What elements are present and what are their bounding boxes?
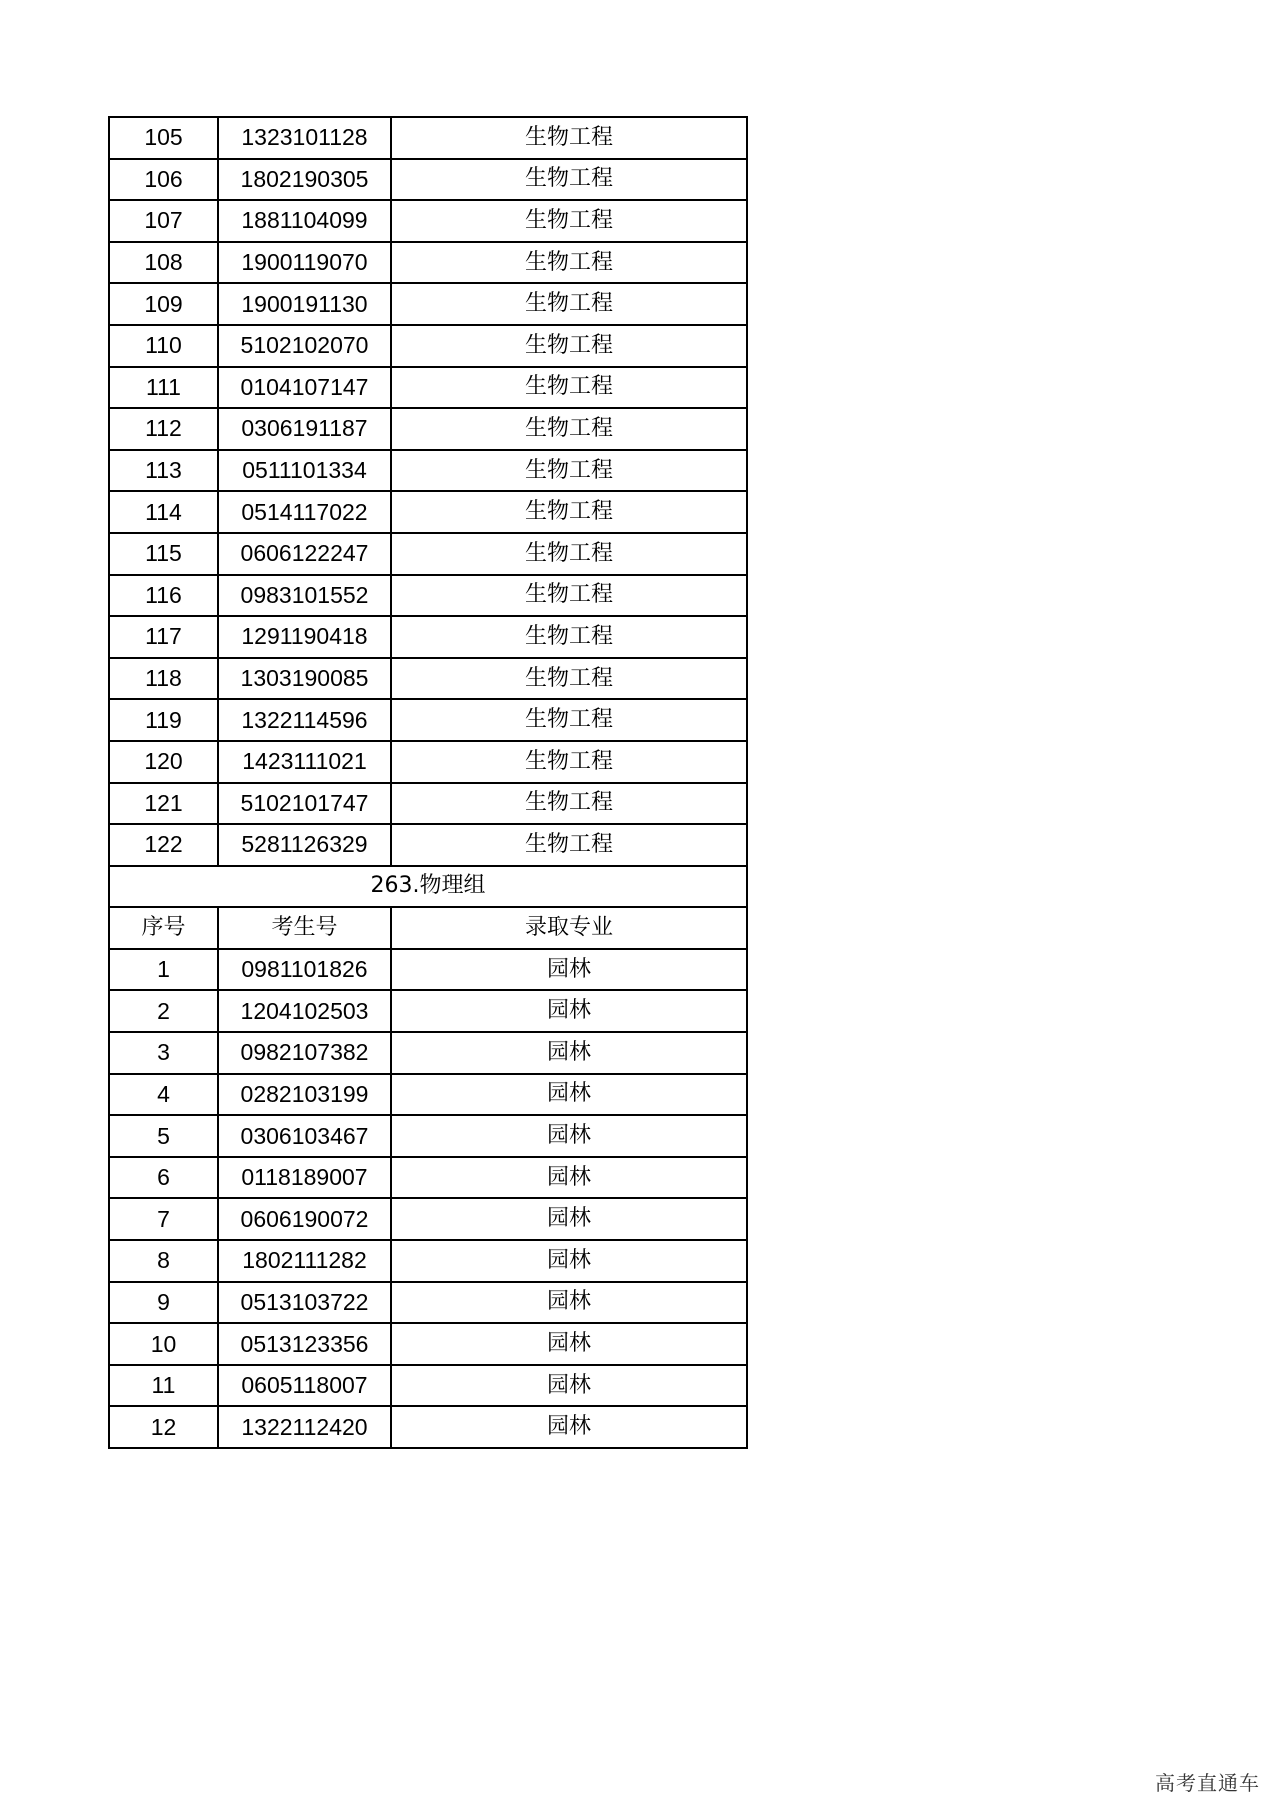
seq-cell: 120 (109, 741, 218, 783)
group-title: 263.物理组 (109, 866, 747, 908)
candidate-id-cell: 1900119070 (218, 242, 391, 284)
candidate-id-cell: 1204102503 (218, 990, 391, 1032)
major-cell: 生物工程 (391, 117, 747, 159)
seq-cell: 11 (109, 1365, 218, 1407)
admission-table (108, 116, 748, 1449)
candidate-id-cell: 1323101128 (218, 117, 391, 159)
table-row (109, 1032, 747, 1074)
seq-cell: 110 (109, 325, 218, 367)
major-cell: 生物工程 (391, 575, 747, 617)
seq-cell: 7 (109, 1198, 218, 1240)
major-cell: 生物工程 (391, 783, 747, 825)
major-cell: 园林 (391, 1240, 747, 1282)
major-cell: 生物工程 (391, 408, 747, 450)
seq-cell: 105 (109, 117, 218, 159)
table-row (109, 117, 747, 159)
seq-cell: 8 (109, 1240, 218, 1282)
table-row (109, 783, 747, 825)
major-cell: 生物工程 (391, 450, 747, 492)
table-row (109, 242, 747, 284)
candidate-id-cell: 0513123356 (218, 1323, 391, 1365)
major-cell: 生物工程 (391, 533, 747, 575)
table-row (109, 408, 747, 450)
major-cell: 园林 (391, 1115, 747, 1157)
seq-cell: 117 (109, 616, 218, 658)
seq-cell: 111 (109, 367, 218, 409)
candidate-id-cell: 1303190085 (218, 658, 391, 700)
seq-cell: 114 (109, 491, 218, 533)
table-row (109, 491, 747, 533)
major-cell: 园林 (391, 1365, 747, 1407)
candidate-id-cell: 0513103722 (218, 1282, 391, 1324)
major-cell: 园林 (391, 1282, 747, 1324)
table-row (109, 450, 747, 492)
table-row (109, 575, 747, 617)
table-row (109, 1282, 747, 1324)
seq-cell: 121 (109, 783, 218, 825)
candidate-id-cell: 0606122247 (218, 533, 391, 575)
table-row (109, 616, 747, 658)
major-cell: 生物工程 (391, 367, 747, 409)
major-cell: 生物工程 (391, 741, 747, 783)
table-row (109, 1406, 747, 1448)
seq-cell: 108 (109, 242, 218, 284)
seq-cell: 118 (109, 658, 218, 700)
seq-cell: 5 (109, 1115, 218, 1157)
seq-cell: 106 (109, 159, 218, 201)
table-row (109, 283, 747, 325)
seq-cell: 9 (109, 1282, 218, 1324)
major-cell: 园林 (391, 1074, 747, 1116)
seq-cell: 113 (109, 450, 218, 492)
candidate-id-cell: 0282103199 (218, 1074, 391, 1116)
seq-cell: 119 (109, 699, 218, 741)
candidate-id-cell: 0983101552 (218, 575, 391, 617)
major-cell: 生物工程 (391, 699, 747, 741)
major-cell: 生物工程 (391, 325, 747, 367)
seq-cell: 3 (109, 1032, 218, 1074)
table-row (109, 1365, 747, 1407)
seq-cell: 10 (109, 1323, 218, 1365)
seq-cell: 4 (109, 1074, 218, 1116)
candidate-id-cell: 0104107147 (218, 367, 391, 409)
major-cell: 园林 (391, 1406, 747, 1448)
table-row (109, 949, 747, 991)
candidate-id-cell: 1802190305 (218, 159, 391, 201)
header-row (109, 907, 747, 949)
candidate-id-cell: 0118189007 (218, 1157, 391, 1199)
candidate-id-cell: 5102102070 (218, 325, 391, 367)
candidate-id-cell: 1423111021 (218, 741, 391, 783)
major-cell: 生物工程 (391, 283, 747, 325)
table-row (109, 658, 747, 700)
candidate-id-cell: 5281126329 (218, 824, 391, 866)
major-cell: 生物工程 (391, 491, 747, 533)
candidate-id-cell: 0606190072 (218, 1198, 391, 1240)
candidate-id-cell: 0514117022 (218, 491, 391, 533)
major-cell: 园林 (391, 1323, 747, 1365)
major-cell: 生物工程 (391, 242, 747, 284)
table-row (109, 990, 747, 1032)
major-cell: 生物工程 (391, 616, 747, 658)
table-row (109, 1157, 747, 1199)
seq-cell: 1 (109, 949, 218, 991)
seq-cell: 122 (109, 824, 218, 866)
admission-table-body (109, 117, 747, 1448)
major-cell: 园林 (391, 1157, 747, 1199)
seq-cell: 112 (109, 408, 218, 450)
major-cell: 生物工程 (391, 658, 747, 700)
candidate-id-cell: 0981101826 (218, 949, 391, 991)
seq-cell: 2 (109, 990, 218, 1032)
candidate-id-cell: 5102101747 (218, 783, 391, 825)
table-row (109, 200, 747, 242)
candidate-id-cell: 1802111282 (218, 1240, 391, 1282)
table-row (109, 325, 747, 367)
candidate-id-cell: 0306191187 (218, 408, 391, 450)
major-cell: 园林 (391, 990, 747, 1032)
table-row (109, 1074, 747, 1116)
table-row (109, 533, 747, 575)
table-row (109, 741, 747, 783)
seq-cell: 6 (109, 1157, 218, 1199)
candidate-id-cell: 0511101334 (218, 450, 391, 492)
candidate-id-cell: 0982107382 (218, 1032, 391, 1074)
table-row (109, 367, 747, 409)
major-cell: 生物工程 (391, 159, 747, 201)
major-cell: 园林 (391, 1198, 747, 1240)
candidate-id-cell: 0605118007 (218, 1365, 391, 1407)
table-row (109, 1323, 747, 1365)
major-cell: 生物工程 (391, 200, 747, 242)
seq-cell: 115 (109, 533, 218, 575)
candidate-id-cell: 1881104099 (218, 200, 391, 242)
header-seq: 序号 (109, 907, 218, 949)
candidate-id-cell: 0306103467 (218, 1115, 391, 1157)
table-row (109, 824, 747, 866)
watermark-text: 高考直通车 (1155, 1771, 1260, 1795)
table-row (109, 699, 747, 741)
table-row (109, 159, 747, 201)
table-row (109, 1115, 747, 1157)
candidate-id-cell: 1322112420 (218, 1406, 391, 1448)
header-candidate-id: 考生号 (218, 907, 391, 949)
seq-cell: 109 (109, 283, 218, 325)
seq-cell: 116 (109, 575, 218, 617)
candidate-id-cell: 1322114596 (218, 699, 391, 741)
table-row (109, 1198, 747, 1240)
header-major: 录取专业 (391, 907, 747, 949)
candidate-id-cell: 1291190418 (218, 616, 391, 658)
major-cell: 园林 (391, 949, 747, 991)
seq-cell: 12 (109, 1406, 218, 1448)
group-title-row (109, 866, 747, 908)
major-cell: 生物工程 (391, 824, 747, 866)
major-cell: 园林 (391, 1032, 747, 1074)
table-row (109, 1240, 747, 1282)
seq-cell: 107 (109, 200, 218, 242)
candidate-id-cell: 1900191130 (218, 283, 391, 325)
